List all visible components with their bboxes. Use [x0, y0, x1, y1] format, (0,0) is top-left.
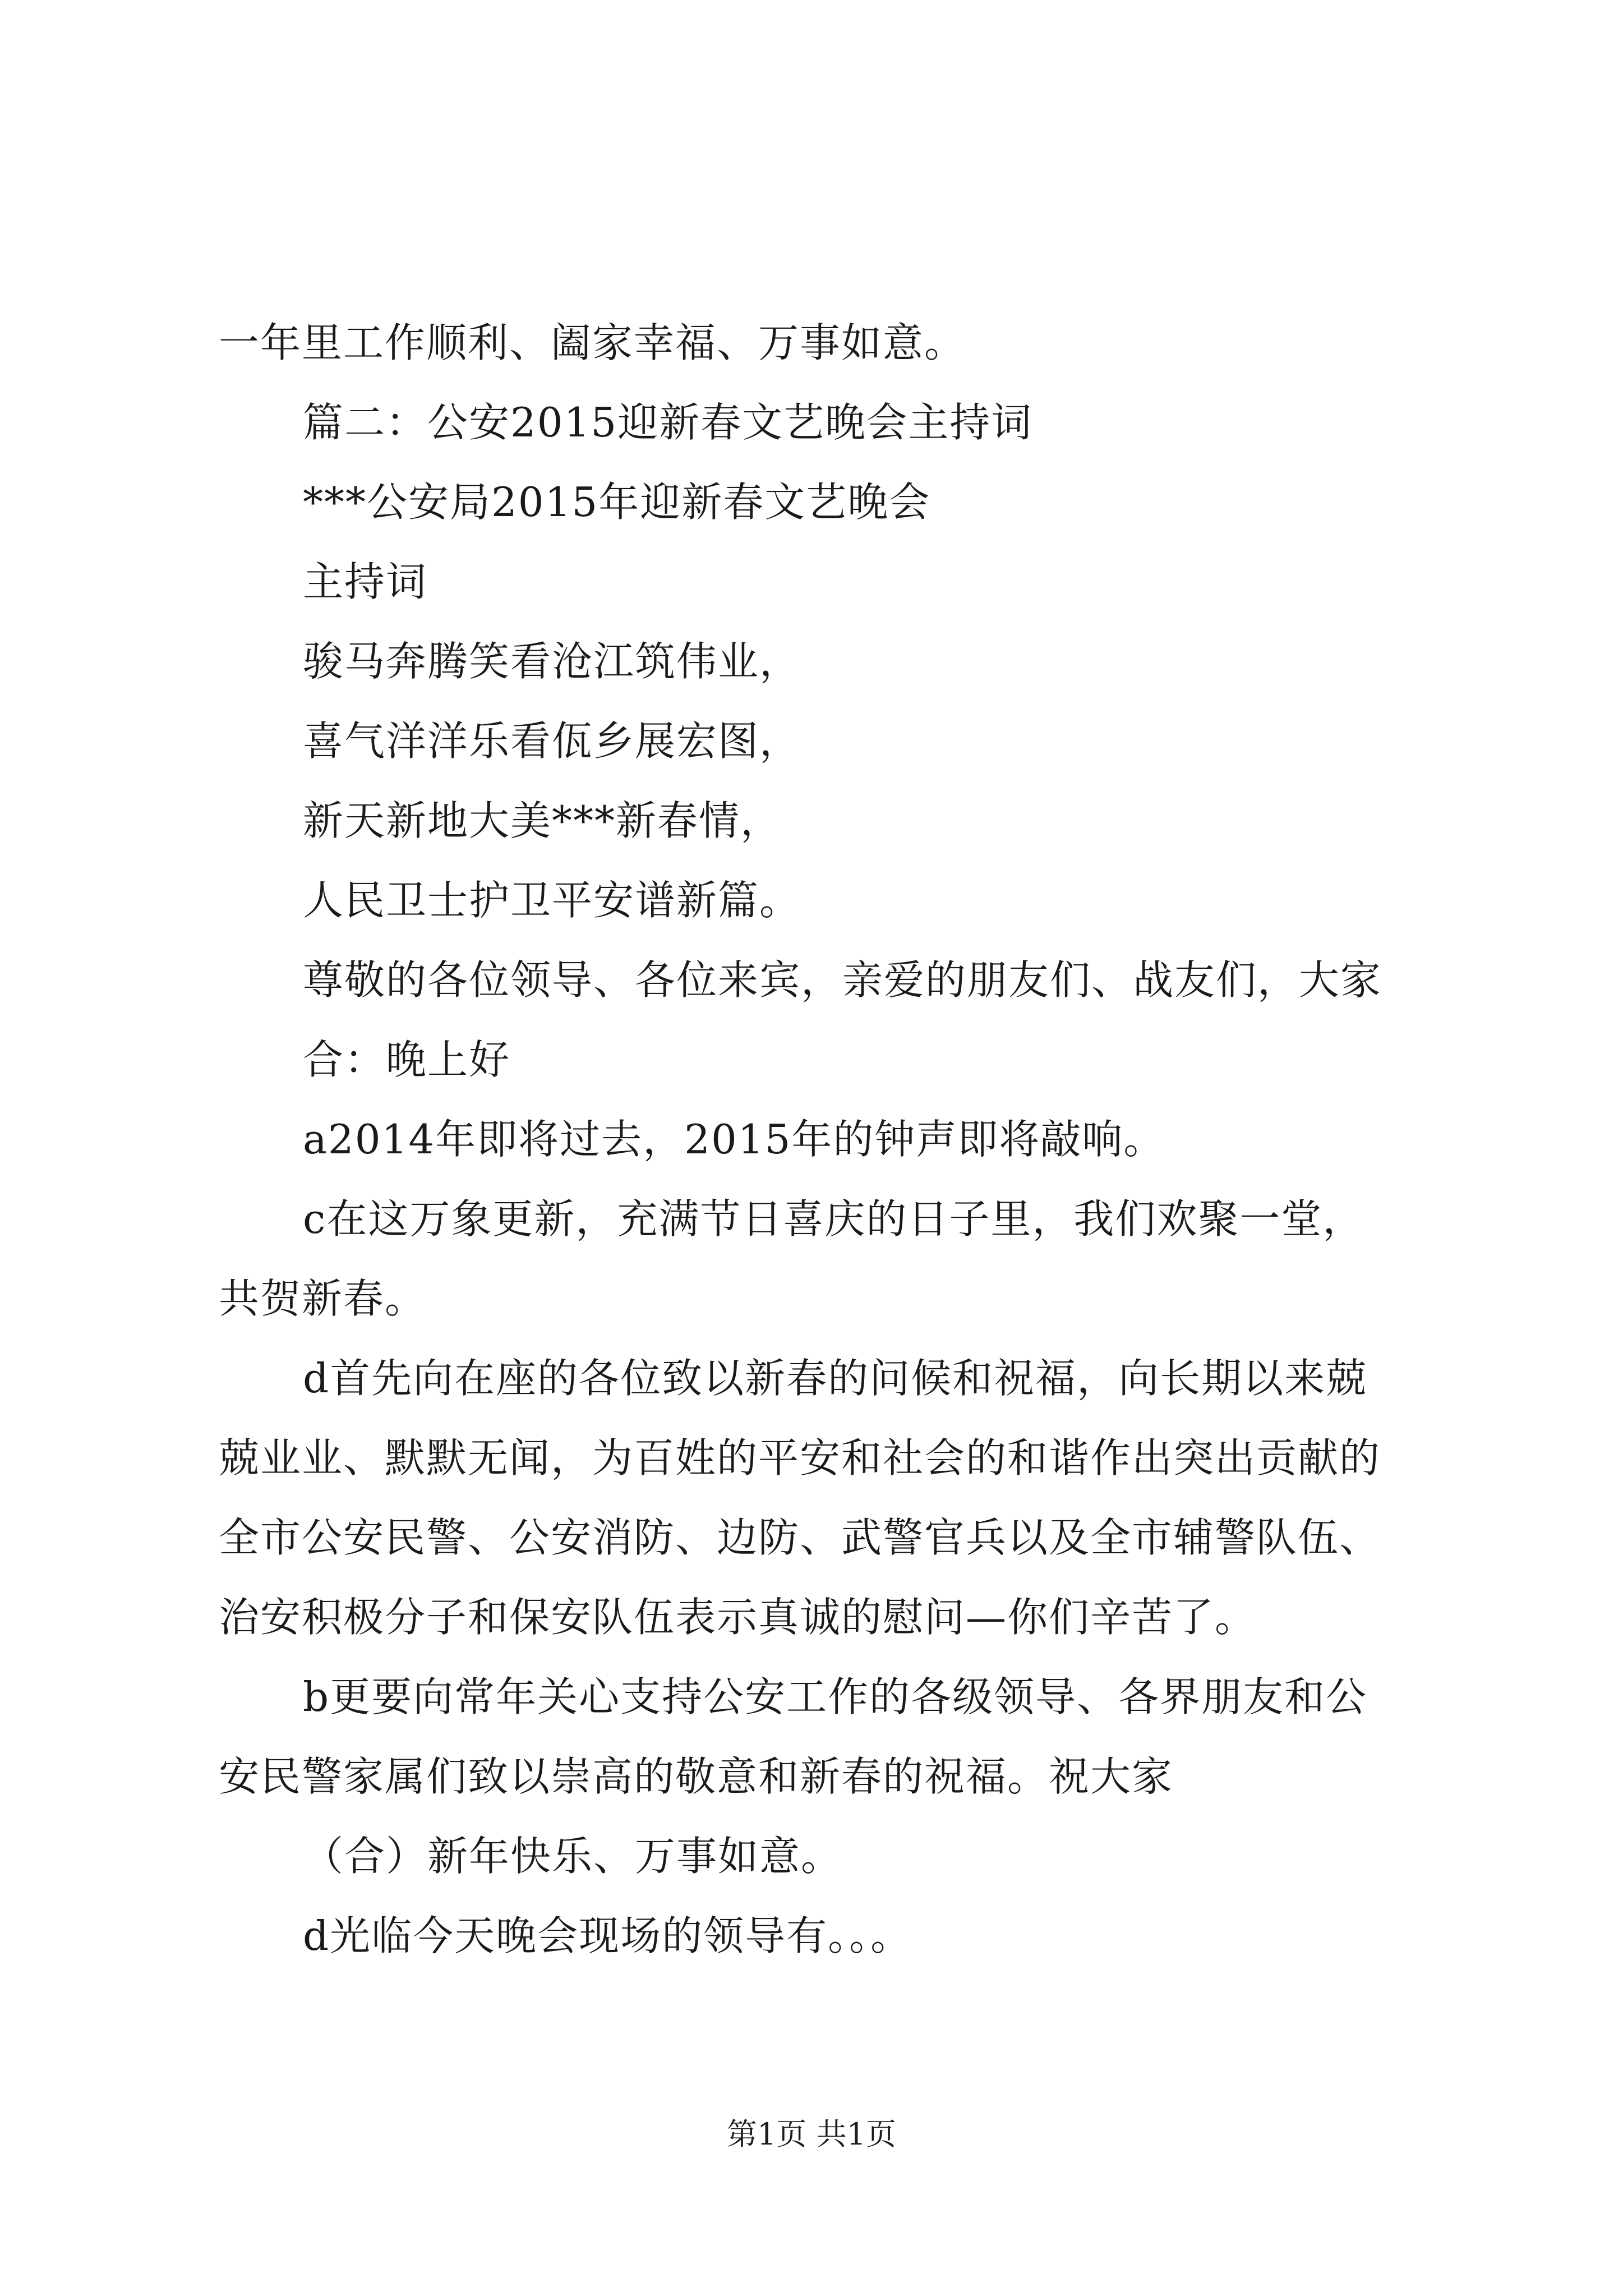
- subtitle: 主持词: [303, 558, 428, 605]
- poem-line: 骏马奔腾笑看沧江筑伟业，: [303, 638, 801, 685]
- text-line: c在这万象更新，充满节日喜庆的日子里，我们欢聚一堂，: [303, 1195, 1364, 1243]
- text-line: 尊敬的各位领导、各位来宾，亲爱的朋友们、战友们，大家: [303, 956, 1382, 1004]
- text-line: d首先向在座的各位致以新春的问候和祝福，向长期以来兢: [303, 1355, 1368, 1402]
- text-line: 一年里工作顺利、阖家幸福、万事如意。: [219, 319, 966, 366]
- text-line: b更要向常年关心支持公安工作的各级领导、各界朋友和公: [303, 1673, 1368, 1720]
- text-line: （合）新年快乐、万事如意。: [303, 1833, 843, 1880]
- poem-line: 喜气洋洋乐看佤乡展宏图，: [303, 717, 801, 765]
- section-title: 篇二：公安2015迎新春文艺晚会主持词: [303, 399, 1033, 446]
- poem-line: 新天新地大美***新春情，: [303, 797, 782, 844]
- text-line: 全市公安民警、公安消防、边防、武警官兵以及全市辅警队伍、: [219, 1514, 1381, 1561]
- page-footer: 第1页 共1页: [727, 2116, 896, 2152]
- poem-line: 人民卫士护卫平安谱新篇。: [303, 877, 801, 924]
- document-body: [219, 303, 1430, 1976]
- text-line: d光临今天晚会现场的领导有。。。: [303, 1912, 912, 1959]
- text-line: 治安积极分子和保安队伍表示真诚的慰问—你们辛苦了。: [219, 1594, 1257, 1641]
- event-title: ***公安局2015年迎新春文艺晚会: [303, 478, 931, 526]
- text-line: 合：晚上好: [303, 1036, 511, 1083]
- text-line: a2014年即将过去，2015年的钟声即将敲响。: [303, 1116, 1165, 1163]
- text-line: 共贺新春。: [219, 1275, 427, 1322]
- text-line: 兢业业、默默无闻，为百姓的平安和社会的和谐作出突出贡献的: [219, 1434, 1381, 1481]
- text-line: 安民警家属们致以崇高的敬意和新春的祝福。祝大家: [219, 1753, 1174, 1800]
